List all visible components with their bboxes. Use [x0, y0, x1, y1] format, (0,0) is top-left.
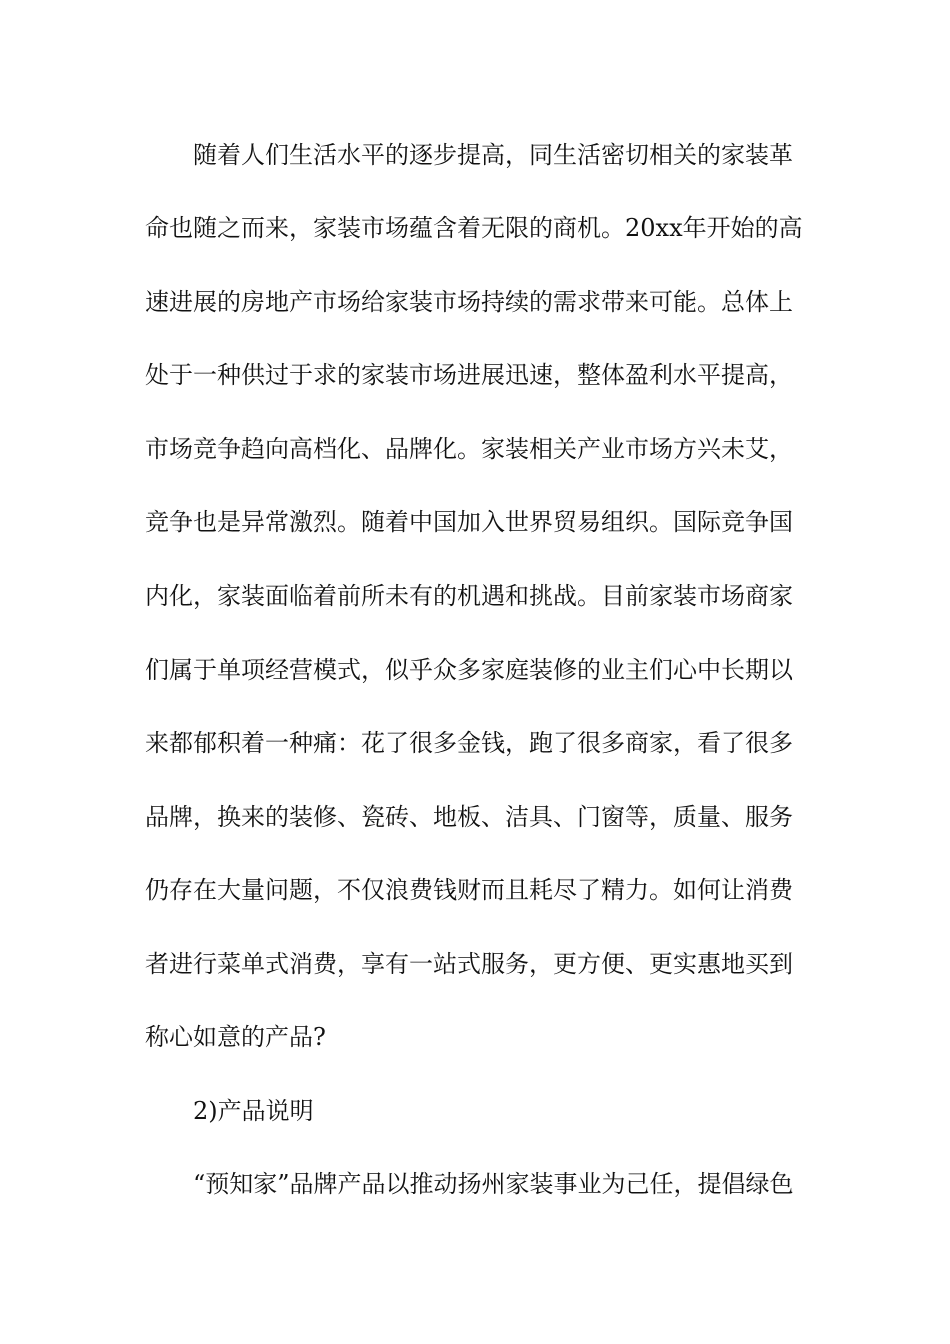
- paragraph-line: 来都郁积着一种痛：花了很多金钱，跑了很多商家，看了很多: [145, 729, 793, 757]
- paragraph-line: 内化，家装面临着前所未有的机遇和挑战。目前家装市场商家: [145, 582, 793, 610]
- paragraph-line: 市场竞争趋向高档化、品牌化。家装相关产业市场方兴未艾，: [145, 435, 793, 463]
- paragraph-line: 者进行菜单式消费，享有一站式服务，更方便、更实惠地买到: [145, 950, 793, 978]
- paragraph-line: 竞争也是异常激烈。随着中国加入世界贸易组织。国际竞争国: [145, 508, 793, 536]
- paragraph-line: 称心如意的产品?: [145, 1023, 326, 1051]
- paragraph-line: 处于一种供过于求的家装市场进展迅速，整体盈利水平提高，: [145, 361, 793, 389]
- paragraph-line: 仍存在大量问题，不仅浪费钱财而且耗尽了精力。如何让消费: [145, 876, 793, 904]
- paragraph-line: “预知家”品牌产品以推动扬州家装事业为己任，提倡绿色: [193, 1170, 794, 1198]
- paragraph-line: 速进展的房地产市场给家装市场持续的需求带来可能。总体上: [145, 288, 793, 316]
- paragraph-line: 们属于单项经营模式，似乎众多家庭装修的业主们心中长期以: [145, 656, 793, 684]
- paragraph-line: 随着人们生活水平的逐步提高，同生活密切相关的家装革: [193, 141, 793, 169]
- section-heading: 2)产品说明: [193, 1097, 314, 1125]
- paragraph-line: 品牌，换来的装修、瓷砖、地板、洁具、门窗等，质量、服务: [145, 803, 793, 831]
- paragraph-line: 命也随之而来，家装市场蕴含着无限的商机。20xx年开始的高: [145, 214, 803, 242]
